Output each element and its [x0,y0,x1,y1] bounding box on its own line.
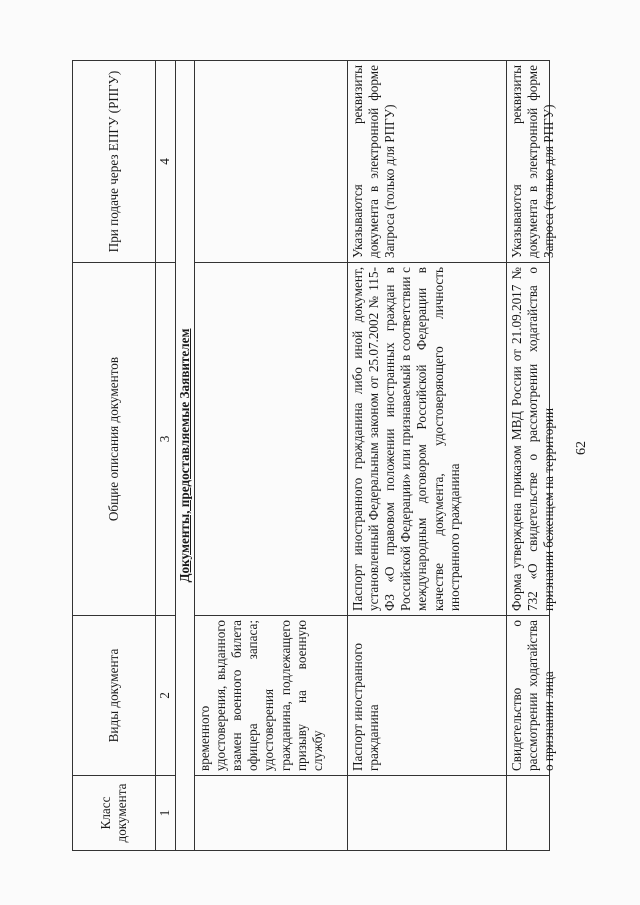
header-epgu-submission: При подаче через ЕПГУ (РПГУ) [73,61,156,263]
document-table-container [72,61,574,851]
cell-description-text: Форма утверждена приказом МВД России от 21.09.2017 № 732 «О свидетельстве о рассмотрении ходатайства о признании беженцем на территории [509,267,557,611]
table-row [348,61,507,851]
documents-table [72,60,557,851]
table-row [195,61,348,851]
cell-description: Паспорт иностранного гражданина либо иной документ, установленный Федеральным законом от 25.07.2002 № 115-ФЗ «О правовом положении иностранных граждан в Российской Федерации» или признаваемый в соответствии с международным договором Российской Федерации в качестве документа, удостоверяющего личность иностранного гражданина [348,263,507,616]
column-number: 2 [156,616,176,776]
column-number-row [156,61,176,851]
section-row [176,61,195,851]
cell-type: Паспорт иностранного гражданина [348,616,507,776]
table-row [507,61,550,851]
cell-type [507,616,557,776]
cell-epgu [195,61,348,263]
cell-class [195,776,348,851]
column-number: 3 [156,263,176,616]
header-document-types: Виды документа [73,616,156,776]
cell-epgu [507,61,557,263]
column-number: 1 [156,776,176,851]
cell-type: временного удостоверения, выданного взамен военного билета офицера запаса; удостоверения гражданина, подлежащего призыву на военную службу [195,616,348,776]
header-general-description: Общие описания документов [73,263,156,616]
cell-epgu: Указываются реквизиты документа в электронной форме Запроса (только для РПГУ) [348,61,507,263]
cell-class-text [509,780,543,846]
cell-class [348,776,507,851]
table-header-row [73,61,156,851]
header-document-class: Класс документа [73,776,156,851]
cell-description [195,263,348,616]
cell-type-text: Свидетельство о рассмотрении ходатайства о признании лица [509,620,557,771]
cell-class [507,776,550,851]
section-title: Документы, предоставляемые Заявителем [176,61,195,851]
cell-epgu-text: Указываются реквизиты документа в электронной форме Запроса (только для РПГУ) [509,65,557,258]
cell-description [507,263,557,616]
column-number: 4 [156,61,176,263]
page-number: 62 [574,441,589,455]
